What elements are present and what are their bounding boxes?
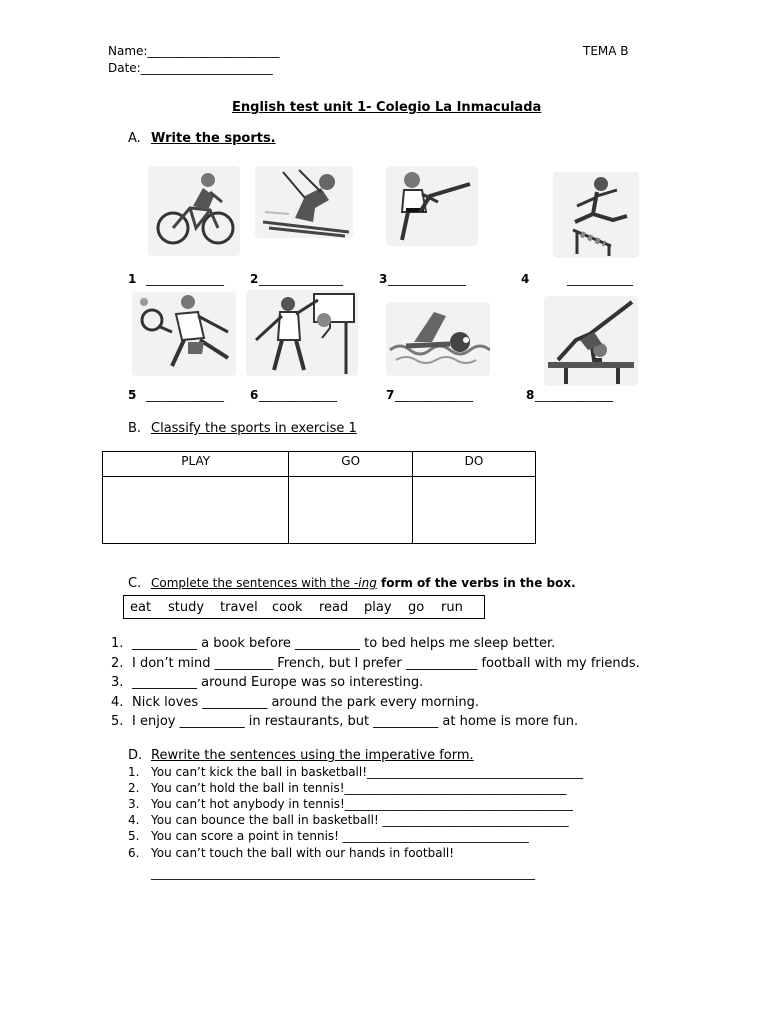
sport-1-number: 1: [128, 272, 137, 286]
sport-7-number: 7: [386, 388, 395, 402]
karate-picture: [386, 166, 478, 246]
sport-8-blank[interactable]: _____________: [535, 388, 613, 402]
play-answer-cell[interactable]: [103, 477, 289, 544]
basketball-player-illustration: [246, 290, 358, 376]
section-b-heading: Classify the sports in exercise 1: [151, 421, 357, 436]
swimmer-illustration: [386, 302, 490, 376]
test-title: English test unit 1- Colegio La Inmaculada: [232, 100, 542, 115]
do-answer-cell[interactable]: [412, 477, 535, 544]
d-sentence-1[interactable]: You can’t kick the ball in basketball!____________________________________: [151, 765, 584, 779]
verb-box: [123, 595, 485, 619]
verb-run: run: [441, 600, 463, 615]
c-sentence-3[interactable]: __________ around Europe was so interesting.: [132, 675, 424, 690]
sport-3-blank[interactable]: _____________: [388, 272, 466, 286]
hurdler-illustration: [553, 172, 639, 258]
section-a-heading: Write the sports.: [151, 131, 276, 146]
basketball-picture: [246, 290, 358, 376]
sport-8-number: 8: [526, 388, 535, 402]
sport-1-blank[interactable]: _____________: [146, 272, 224, 286]
d-sentence-4[interactable]: You can bounce the ball in basketball! _______________________________: [151, 813, 569, 827]
section-d-heading: Rewrite the sentences using the imperative form.: [151, 748, 474, 763]
c-sentence-1[interactable]: __________ a book before __________ to bed helps me sleep better.: [132, 636, 556, 651]
c-sentence-4-number: 4.: [111, 695, 124, 710]
verb-read: read: [319, 600, 349, 615]
d-sentence-1-number: 1.: [128, 765, 140, 779]
verb-study: study: [168, 600, 205, 615]
sport-5-number: 5: [128, 388, 137, 402]
column-do: DO: [412, 452, 535, 477]
sport-2-blank[interactable]: ______________: [259, 272, 343, 286]
gymnast-illustration: [544, 296, 638, 386]
section-b-letter: B.: [128, 421, 142, 436]
section-c-heading-part1: Complete the sentences with the: [151, 576, 354, 590]
d-sentence-6-number: 6.: [128, 846, 140, 860]
d-sentence-2-number: 2.: [128, 781, 140, 795]
date-field[interactable]: Date:______________________: [108, 61, 273, 75]
go-answer-cell[interactable]: [289, 477, 412, 544]
name-field[interactable]: Name:______________________: [108, 44, 280, 58]
swimming-picture: [386, 302, 490, 376]
skier-illustration: [255, 166, 353, 238]
c-sentence-4[interactable]: Nick loves __________ around the park every morning.: [132, 695, 480, 710]
cyclist-illustration: [148, 166, 240, 256]
sport-2-number: 2: [250, 272, 259, 286]
sport-5-blank[interactable]: _____________: [146, 388, 224, 402]
section-c-heading: [151, 576, 576, 590]
column-go: GO: [289, 452, 412, 477]
skiing-picture: [255, 166, 353, 238]
verb-eat: eat: [130, 600, 152, 615]
section-c-heading-ing: -ing: [353, 576, 377, 590]
verb-play: play: [364, 600, 392, 615]
d-sentence-2[interactable]: You can’t hold the ball in tennis!_____________________________________: [151, 781, 567, 795]
tema-label: TEMA B: [583, 44, 629, 58]
d-sentence-6: You can’t touch the ball with our hands in football!: [151, 846, 455, 860]
c-sentence-2-number: 2.: [111, 656, 124, 671]
classify-table: [102, 451, 536, 544]
sport-4-blank[interactable]: ___________: [567, 272, 633, 286]
c-sentence-1-number: 1.: [111, 636, 124, 651]
classify-table-header: [103, 452, 536, 477]
c-sentence-2[interactable]: I don’t mind _________ French, but I prefer ___________ football with my friends.: [132, 656, 640, 671]
column-play: PLAY: [103, 452, 289, 477]
tennis-player-illustration: [132, 292, 236, 376]
d-sentence-3[interactable]: You can’t hot anybody in tennis!______________________________________: [151, 797, 573, 811]
verb-go: go: [408, 600, 425, 615]
d-sentence-5-number: 5.: [128, 829, 140, 843]
karate-illustration: [386, 166, 478, 246]
tennis-picture: [132, 292, 236, 376]
c-sentence-3-number: 3.: [111, 675, 124, 690]
verb-travel: travel: [220, 600, 258, 615]
sport-3-number: 3: [379, 272, 388, 286]
d-sentence-5[interactable]: You can score a point in tennis! _______________________________: [151, 829, 529, 843]
hurdles-picture: [553, 172, 639, 258]
d-sentence-4-number: 4.: [128, 813, 140, 827]
d-sentence-3-number: 3.: [128, 797, 140, 811]
verb-cook: cook: [272, 600, 303, 615]
section-a-letter: A.: [128, 131, 141, 146]
sport-7-blank[interactable]: _____________: [395, 388, 473, 402]
gymnastics-picture: [544, 296, 638, 386]
c-sentence-5-number: 5.: [111, 714, 124, 729]
cycling-picture: [148, 166, 240, 256]
sport-6-number: 6: [250, 388, 259, 402]
c-sentence-5[interactable]: I enjoy __________ in restaurants, but __________ at home is more fun.: [132, 714, 579, 729]
sport-6-blank[interactable]: _____________: [259, 388, 337, 402]
sport-4-number: 4: [521, 272, 530, 286]
section-c-letter: C.: [128, 576, 142, 591]
classify-table-answer-row: [103, 477, 536, 544]
section-c-heading-part2: form of the verbs in the box.: [376, 576, 576, 590]
section-d-letter: D.: [128, 748, 143, 763]
d-sentence-6-answer-line[interactable]: ________________________________________________________________: [151, 866, 535, 880]
